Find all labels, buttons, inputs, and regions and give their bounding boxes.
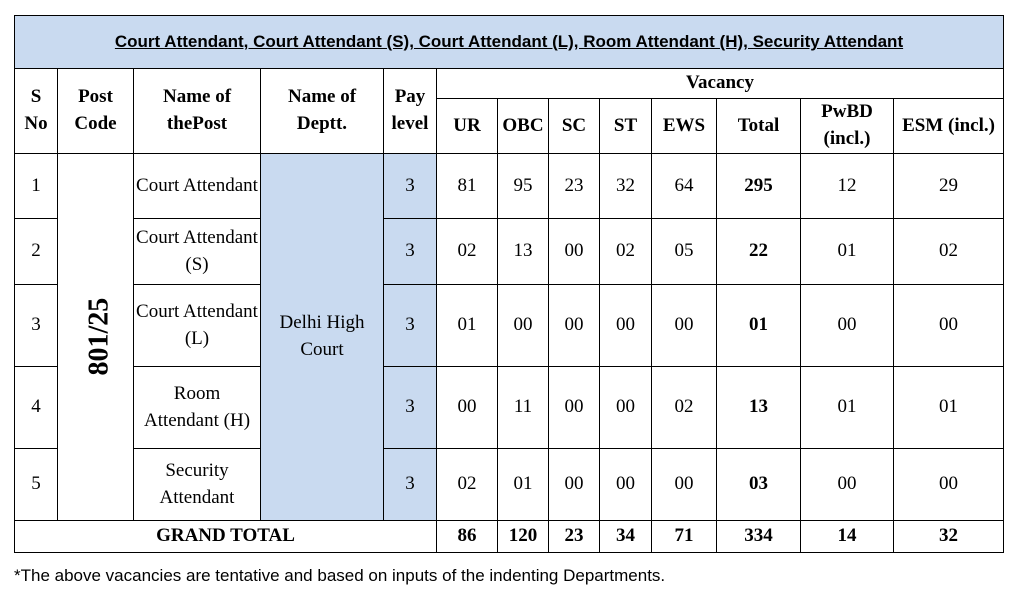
grand-total-sc: 23	[549, 521, 600, 553]
footnote: *The above vacancies are tentative and based on inputs of the indenting Departments.	[14, 566, 666, 585]
cell-pwbd: 12	[801, 154, 894, 219]
cell-sc: 00	[549, 219, 600, 285]
cell-ur: 01	[437, 285, 498, 367]
cell-pwbd: 01	[801, 219, 894, 285]
cell-pay-level: 3	[384, 449, 437, 521]
cell-sno: 3	[15, 285, 58, 367]
cell-pwbd: 00	[801, 449, 894, 521]
table-title: Court Attendant, Court Attendant (S), Court Attendant (L), Room Attendant (H), Security Attendant	[15, 16, 1004, 69]
cell-post-name: Court Attendant (L)	[134, 285, 261, 367]
post-code-cell	[58, 154, 134, 521]
cell-post-name: Security Attendant	[134, 449, 261, 521]
grand-total-label: GRAND TOTAL	[15, 521, 437, 553]
header-post-code: Post Code	[58, 69, 134, 154]
grand-total-total: 334	[717, 521, 801, 553]
cell-sno: 5	[15, 449, 58, 521]
header-s-no: S No	[15, 69, 58, 154]
cell-sno: 4	[15, 367, 58, 449]
vacancy-table	[14, 15, 1004, 553]
cell-pay-level: 3	[384, 219, 437, 285]
cell-obc: 13	[498, 219, 549, 285]
cell-ews: 02	[652, 367, 717, 449]
header-vacancy: Vacancy	[437, 69, 1004, 99]
cell-st: 00	[600, 285, 652, 367]
cell-st: 32	[600, 154, 652, 219]
cell-total: 22	[717, 219, 801, 285]
cell-ur: 02	[437, 219, 498, 285]
cell-obc: 01	[498, 449, 549, 521]
post-code: 801/25	[83, 298, 115, 376]
header-ur: UR	[437, 99, 498, 154]
grand-total-obc: 120	[498, 521, 549, 553]
cell-sc: 00	[549, 449, 600, 521]
cell-total: 03	[717, 449, 801, 521]
cell-esm: 02	[894, 219, 1004, 285]
cell-sc: 00	[549, 285, 600, 367]
cell-ews: 05	[652, 219, 717, 285]
cell-total: 01	[717, 285, 801, 367]
cell-st: 02	[600, 219, 652, 285]
header-esm: ESM (incl.)	[894, 99, 1004, 154]
grand-total-st: 34	[600, 521, 652, 553]
cell-post-name: Court Attendant (S)	[134, 219, 261, 285]
grand-total-ur: 86	[437, 521, 498, 553]
cell-st: 00	[600, 367, 652, 449]
cell-total: 295	[717, 154, 801, 219]
table-row	[15, 219, 1004, 285]
cell-obc: 95	[498, 154, 549, 219]
cell-post-name: Court Attendant	[134, 154, 261, 219]
cell-esm: 00	[894, 449, 1004, 521]
table-row	[15, 154, 1004, 219]
cell-st: 00	[600, 449, 652, 521]
cell-sno: 2	[15, 219, 58, 285]
cell-obc: 11	[498, 367, 549, 449]
cell-post-name: Room Attendant (H)	[134, 367, 261, 449]
header-sc: SC	[549, 99, 600, 154]
cell-sc: 00	[549, 367, 600, 449]
table-row	[15, 285, 1004, 367]
grand-total-row	[15, 521, 1004, 553]
cell-ews: 64	[652, 154, 717, 219]
cell-sno: 1	[15, 154, 58, 219]
grand-total-pwbd: 14	[801, 521, 894, 553]
cell-esm: 29	[894, 154, 1004, 219]
header-name-of-post: Name of thePost	[134, 69, 261, 154]
header-pwbd: PwBD (incl.)	[801, 99, 894, 154]
cell-esm: 01	[894, 367, 1004, 449]
cell-pwbd: 00	[801, 285, 894, 367]
grand-total-ews: 71	[652, 521, 717, 553]
table-row	[15, 367, 1004, 449]
cell-esm: 00	[894, 285, 1004, 367]
cell-ur: 02	[437, 449, 498, 521]
header-obc: OBC	[498, 99, 549, 154]
cell-pwbd: 01	[801, 367, 894, 449]
cell-ews: 00	[652, 449, 717, 521]
cell-pay-level: 3	[384, 154, 437, 219]
header-total: Total	[717, 99, 801, 154]
cell-pay-level: 3	[384, 285, 437, 367]
header-st: ST	[600, 99, 652, 154]
header-pay-level: Pay level	[384, 69, 437, 154]
cell-total: 13	[717, 367, 801, 449]
grand-total-esm: 32	[894, 521, 1004, 553]
department-cell: Delhi High Court	[261, 154, 384, 521]
cell-obc: 00	[498, 285, 549, 367]
table-row	[15, 449, 1004, 521]
title-row	[15, 16, 1004, 69]
cell-ews: 00	[652, 285, 717, 367]
cell-sc: 23	[549, 154, 600, 219]
cell-pay-level: 3	[384, 367, 437, 449]
header-ews: EWS	[652, 99, 717, 154]
header-row-1	[15, 69, 1004, 99]
cell-ur: 00	[437, 367, 498, 449]
cell-ur: 81	[437, 154, 498, 219]
header-name-of-deptt: Name of Deptt.	[261, 69, 384, 154]
